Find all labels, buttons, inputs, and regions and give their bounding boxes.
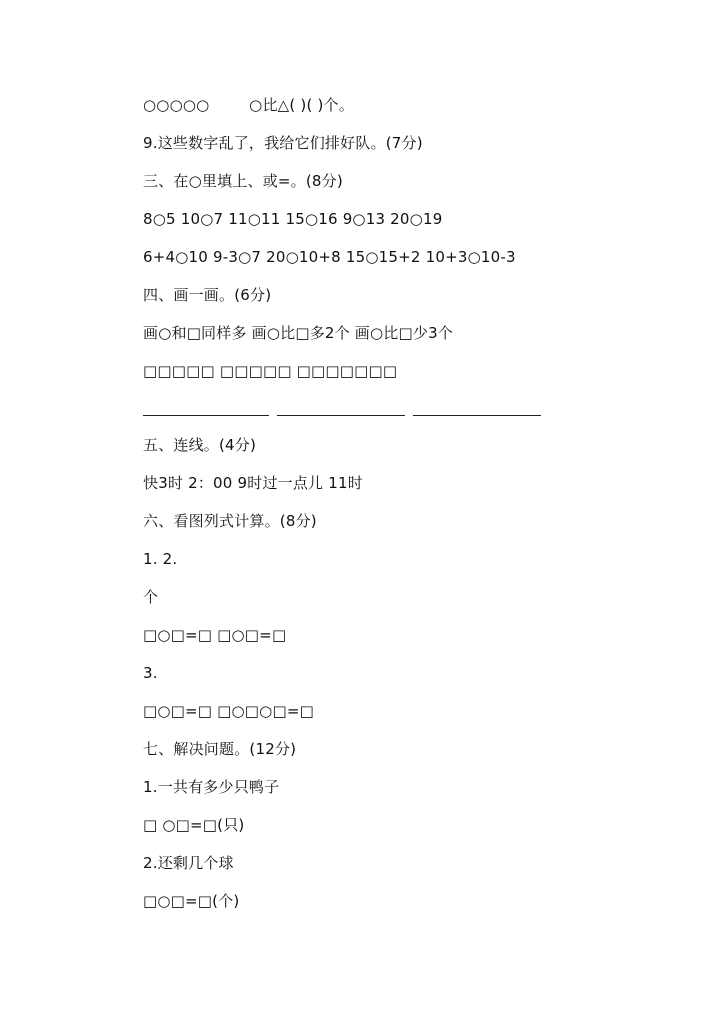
section-6-heading: 六、看图列式计算。(8分) [143, 512, 317, 530]
word-problem-2: 2.还剩几个球 [143, 854, 234, 872]
equation-row-1: □○□=□ □○□=□ [143, 626, 287, 644]
word-problem-1-equation: □ ○□=□(只) [143, 816, 245, 834]
compare-row-2: 6+4○10 9-3○7 20○10+8 15○15+2 10+3○10-3 [143, 248, 516, 266]
compare-row-1: 8○5 10○7 11○11 15○16 9○13 20○19 [143, 210, 443, 228]
section-4-heading: 四、画一画。(6分) [143, 286, 272, 304]
drawing-instructions: 画○和□同样多 画○比□多2个 画○比□少3个 [143, 324, 454, 342]
answer-blank-1 [143, 415, 269, 416]
time-matching-row: 快3时 2：00 9时过一点儿 11时 [143, 474, 363, 492]
word-problem-2-equation: □○□=□(个) [143, 892, 240, 910]
section-5-heading: 五、连线。(4分) [143, 436, 257, 454]
equation-row-2: □○□=□ □○□○□=□ [143, 702, 314, 720]
answer-blank-2 [277, 415, 405, 416]
question-9-heading: 9.这些数字乱了，我给它们排好队。(7分) [143, 134, 423, 152]
answer-blank-3 [413, 415, 541, 416]
problem-numbers-1-2: 1. 2. [143, 550, 178, 568]
section-7-heading: 七、解决问题。(12分) [143, 740, 297, 758]
section-3-heading: 三、在○里填上、或=。(8分) [143, 172, 343, 190]
answer-blank-lines [143, 404, 543, 418]
unit-label: 个 [143, 588, 159, 606]
square-rows: □□□□□ □□□□□ □□□□□□□ [143, 362, 398, 380]
word-problem-1: 1.一共有多少只鸭子 [143, 778, 280, 796]
shape-compare-line: ○○○○○ ○比△( )( )个。 [143, 96, 354, 114]
problem-number-3: 3. [143, 664, 158, 682]
